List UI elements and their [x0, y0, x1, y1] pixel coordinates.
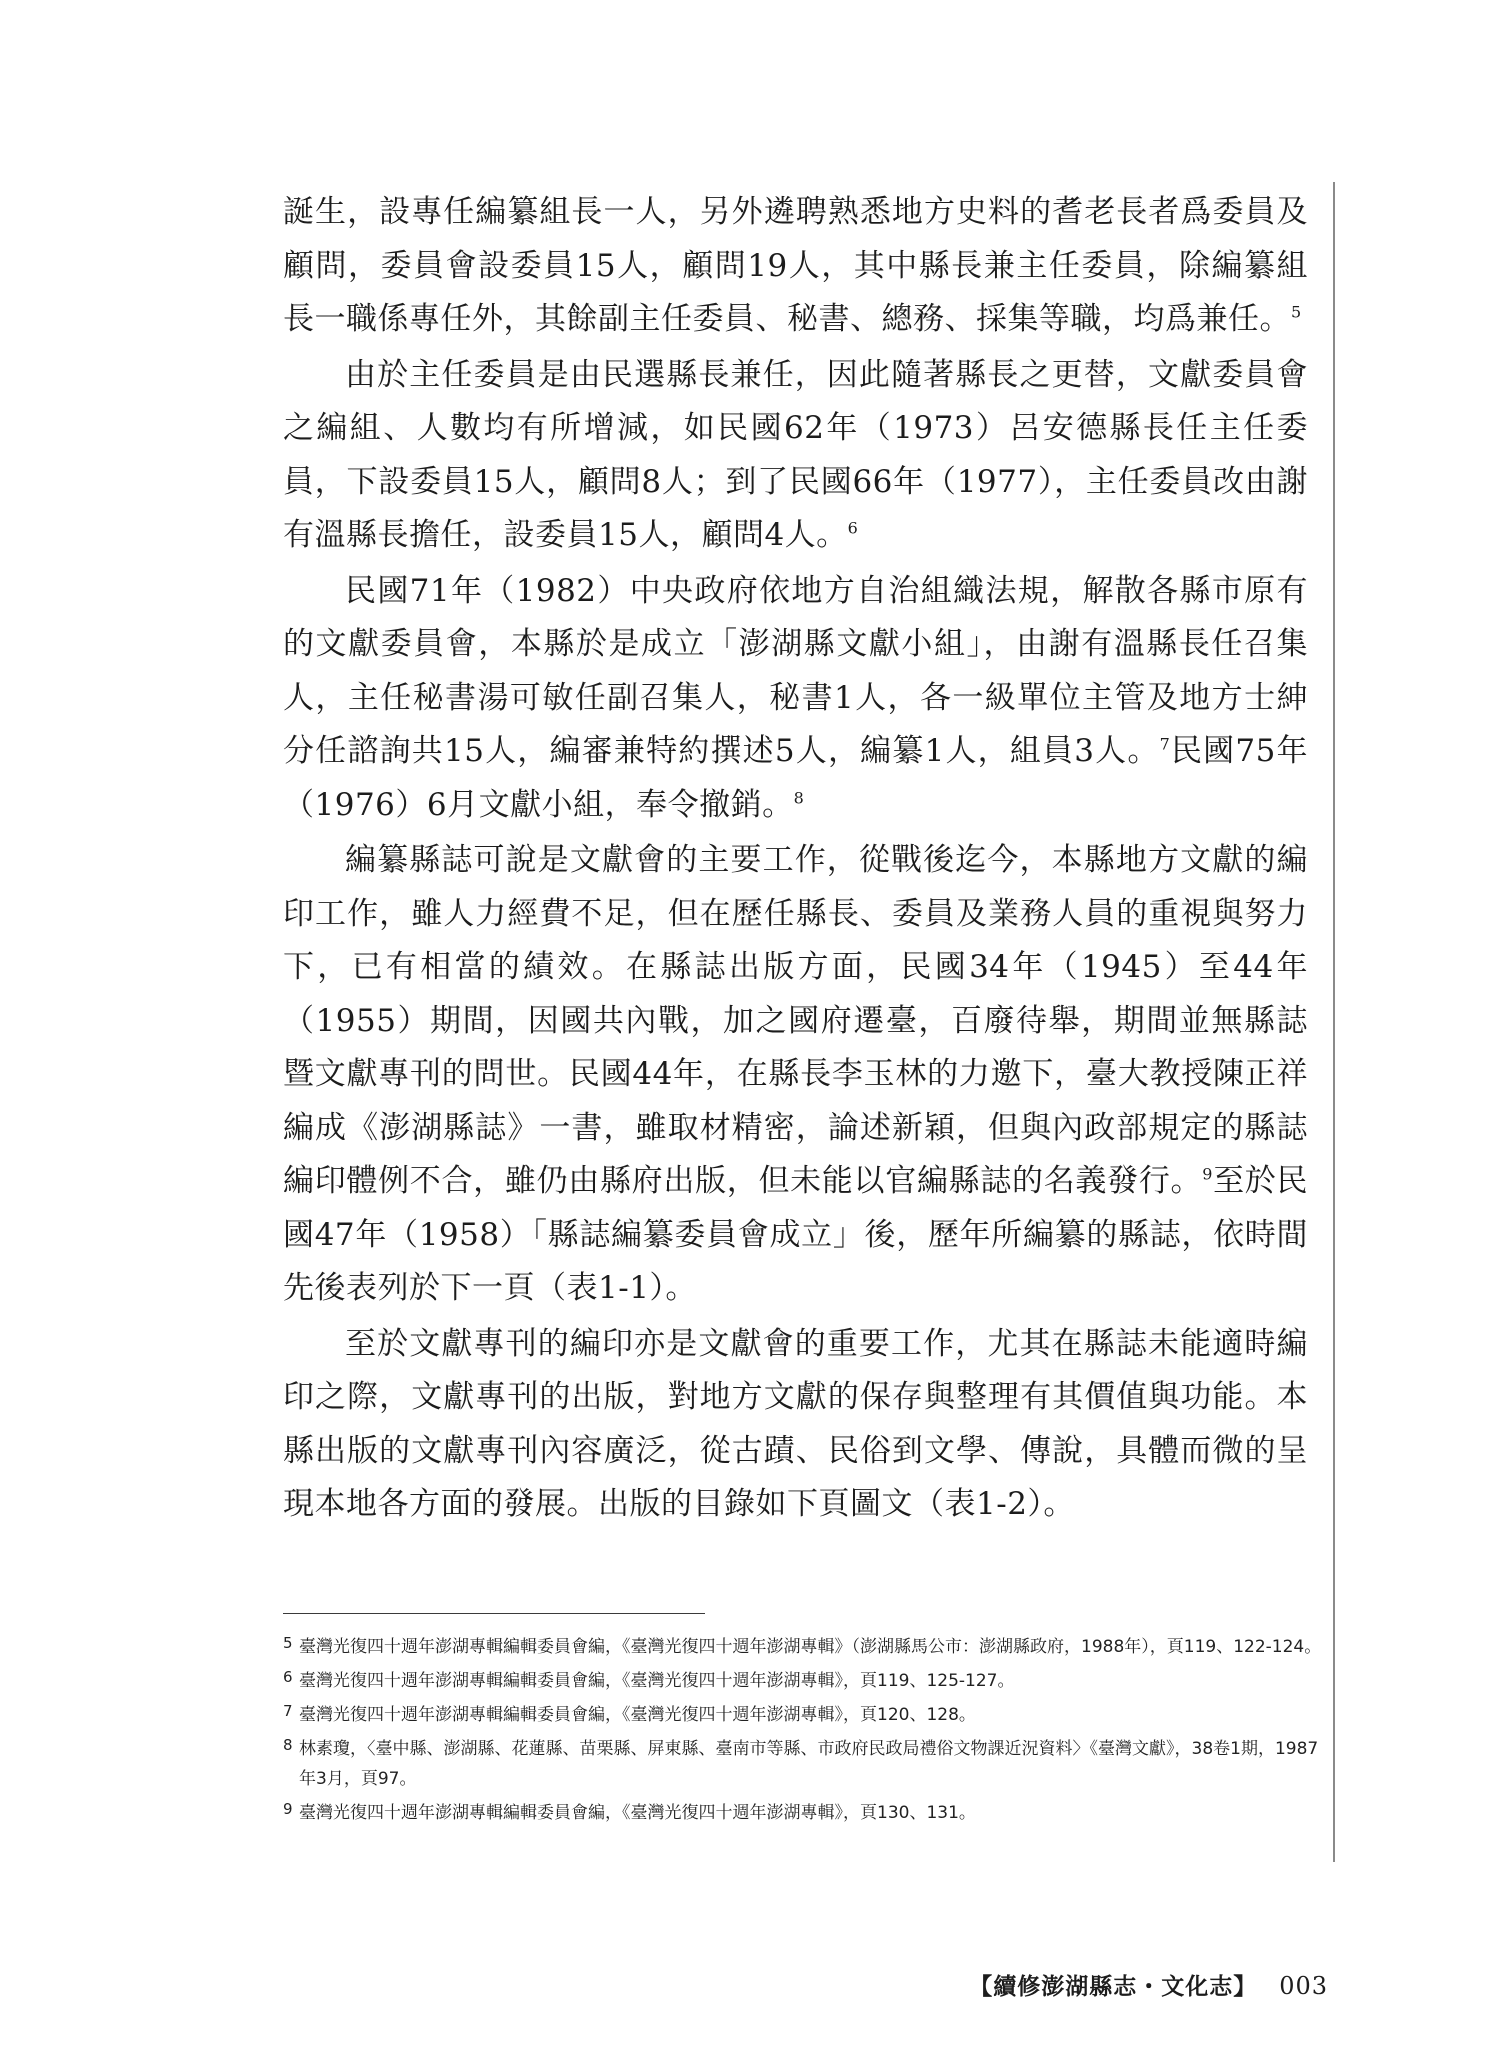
- footnote-ref-5[interactable]: 5: [1291, 302, 1302, 322]
- paragraph-4-text-a: 編纂縣誌可說是文獻會的主要工作，從戰後迄今，本縣地方文獻的編印工作，雖人力經費不足，但在歷任縣長、委員及業務人員的重視與努力下，已有相當的績效。在縣誌出版方面，民國34年（1945）至44年（1955）期間，因國共內戰，加之國府遷臺，百廢待舉，期間並無縣誌暨文獻專刊的問世。民國44年，在縣長李玉林的力邀下，臺大教授陳正祥編成《澎湖縣誌》一書，雖取材精密，論述新穎，但與內政部規定的縣誌編印體例不合，雖仍由縣府出版，但未能以官編縣誌的名義發行。: [283, 842, 1308, 1199]
- footnote-text: 林素瓊，〈臺中縣、澎湖縣、花蓮縣、苗栗縣、屏東縣、臺南市等縣、市政府民政局禮俗文物課近況資料〉《臺灣文獻》，38卷1期，1987年3月，頁97。: [299, 1739, 1319, 1789]
- footnote-text: 臺灣光復四十週年澎湖專輯編輯委員會編，《臺灣光復四十週年澎湖專輯》，頁130、131。: [299, 1803, 976, 1823]
- footnotes: [283, 1632, 1323, 1832]
- paragraph-3-text-a: 民國71年（1982）中央政府依地方自治組織法規，解散各縣市原有的文獻委員會，本縣於是成立「澎湖縣文獻小組」，由謝有溫縣長任召集人，主任秘書湯可敏任副召集人，秘書1人，各一級單位主管及地方士紳分任諮詢共15人，編審兼特約撰述5人，編纂1人，組員3人。: [283, 572, 1308, 769]
- footnote-text: 臺灣光復四十週年澎湖專輯編輯委員會編，《臺灣光復四十週年澎湖專輯》，頁120、128。: [299, 1705, 976, 1725]
- footnote-number: 5: [283, 1634, 293, 1652]
- running-footer: [969, 1968, 1328, 2001]
- footnote-number: 7: [283, 1702, 293, 1720]
- footnote-number: 6: [283, 1668, 293, 1686]
- book-title: 【續修澎湖縣志・文化志】: [969, 1973, 1258, 2000]
- footnote-number: 8: [283, 1736, 293, 1754]
- footnote-ref-9[interactable]: 9: [1202, 1164, 1213, 1184]
- body-text: [283, 186, 1308, 1534]
- paragraph-2: [283, 349, 1308, 563]
- paragraph-3: [283, 565, 1308, 833]
- footnote: [283, 1632, 1323, 1662]
- footnote: [283, 1734, 1323, 1794]
- paragraph-2-text: 由於主任委員是由民選縣長兼任，因此隨著縣長之更替，文獻委員會之編組、人數均有所增減，如民國62年（1973）呂安德縣長任主任委員，下設委員15人，顧問8人；到了民國66年（1977），主任委員改由謝有溫縣長擔任，設委員15人，顧問4人。: [283, 356, 1308, 553]
- paragraph-4-text-b: 至於民國47年（1958）「縣誌編纂委員會成立」後，歷年所編纂的縣誌，依時間先後表列於下一頁（表1-1）。: [283, 1163, 1308, 1306]
- footnote: [283, 1798, 1323, 1828]
- margin-rule: [1333, 182, 1335, 1862]
- footnote: [283, 1666, 1323, 1696]
- page-number: 003: [1279, 1972, 1328, 2000]
- paragraph-4: [283, 834, 1308, 1316]
- footnote-ref-6[interactable]: 6: [847, 518, 859, 538]
- footnote-text: 臺灣光復四十週年澎湖專輯編輯委員會編，《臺灣光復四十週年澎湖專輯》（澎湖縣馬公市：澎湖縣政府，1988年），頁119、122-124。: [299, 1637, 1322, 1657]
- footnote-ref-8[interactable]: 8: [793, 788, 805, 808]
- footnote-number: 9: [283, 1800, 293, 1818]
- footnote-ref-7[interactable]: 7: [1159, 734, 1171, 754]
- paragraph-1-text: 誕生，設專任編纂組長一人，另外遴聘熟悉地方史料的耆老長者爲委員及顧問，委員會設委員15人，顧問19人，其中縣長兼主任委員，除編纂組長一職係專任外，其餘副主任委員、秘書、總務、採集等職，均爲兼任。: [283, 194, 1308, 337]
- paragraph-5: [283, 1318, 1308, 1532]
- paragraph-3-text-b: 民國75年（1976）6月文獻小組，奉令撤銷。: [283, 733, 1308, 823]
- footnote: [283, 1700, 1323, 1730]
- footnote-text: 臺灣光復四十週年澎湖專輯編輯委員會編，《臺灣光復四十週年澎湖專輯》，頁119、125-127。: [299, 1671, 1015, 1691]
- paragraph-1: [283, 186, 1308, 347]
- paragraph-5-text: 至於文獻專刊的編印亦是文獻會的重要工作，尤其在縣誌未能適時編印之際，文獻專刊的出版，對地方文獻的保存與整理有其價值與功能。本縣出版的文獻專刊內容廣泛，從古蹟、民俗到文學、傳說，具體而微的呈現本地各方面的發展。出版的目錄如下頁圖文（表1-2）。: [283, 1325, 1308, 1522]
- footnote-separator: [283, 1613, 705, 1614]
